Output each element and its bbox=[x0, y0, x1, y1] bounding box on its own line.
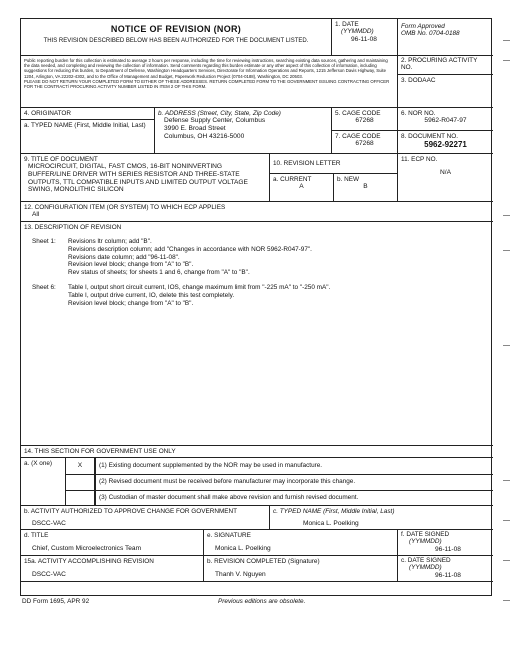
revletter-label: 10. REVISION LETTER bbox=[273, 160, 341, 167]
originator-label: 4. ORIGINATOR bbox=[24, 110, 71, 117]
current-revision-field[interactable] bbox=[269, 173, 333, 201]
signature-value: Monica L. Poelking bbox=[215, 545, 271, 553]
burden-text: Public reporting burden for this collection is estimated to average 2 hours per response, including the time for reviewing instructions, searching existing data sources, gathering and maintaining the data needed, and completing and reviewing the collection of information. Send comments regarding this burden estimate or any other aspect of this collection of information, including suggestions for reducing this burden, to Department of Defense, Washington Headquarters Services, Directorate for Information Operations and Reports, 1215 Jefferson Davis Highway, Suite 1204, Arlington, VA 22202-4302, and to the Office of Management and Budget, Paperwork Reduction Project (0704-0188), Washington, DC 20503. bbox=[24, 58, 388, 79]
new-label: b. NEW bbox=[337, 176, 360, 183]
cage7-value: 67268 bbox=[355, 140, 374, 148]
sheet1-line: Revisions description column; add "Changes in accordance with NOR 5962-R047-97". bbox=[68, 246, 312, 253]
current-value: A bbox=[299, 183, 304, 191]
scan-mark bbox=[503, 40, 510, 41]
option-2[interactable] bbox=[95, 474, 493, 490]
address-line-2: 3990 E. Broad Street bbox=[164, 125, 226, 132]
revcompleted-label: b. REVISION COMPLETED (Signature) bbox=[207, 558, 320, 565]
sheet6-block bbox=[24, 284, 490, 307]
nor-label: 6. NOR NO. bbox=[401, 110, 436, 117]
sheet6-line: Table I, output drive current, IO, delete this test completely. bbox=[68, 291, 235, 299]
accomplish-value: DSCC-VAC bbox=[32, 571, 66, 579]
date-signed-format: (YYMMDD) bbox=[409, 538, 442, 546]
signature-label: e. SIGNATURE bbox=[207, 532, 251, 539]
form-approved-label: Form Approved bbox=[401, 23, 445, 30]
date-signed-label: f. DATE SIGNED bbox=[401, 531, 450, 538]
sheet6-line: Table I, output short circuit current, IOS, change maximum limit from "-225 mA" to "-250 mA". bbox=[68, 284, 331, 292]
approver-typed-name-field[interactable] bbox=[269, 505, 493, 529]
nor-value: 5962-R047-97 bbox=[424, 117, 467, 125]
title-doc-label: 9. TITLE OF DOCUMENT bbox=[24, 156, 98, 163]
config-label: 12. CONFIGURATION ITEM (OR SYSTEM) TO WHICH ECP APPLIES bbox=[24, 204, 226, 211]
option-2-text: (2) Revised document must be received before manufacturer may incorporate this change. bbox=[99, 478, 356, 485]
configuration-item-field[interactable] bbox=[21, 201, 493, 221]
nor-form bbox=[20, 18, 492, 596]
typed-name-field[interactable] bbox=[21, 119, 154, 153]
x-one-label: a. (X one) bbox=[24, 460, 53, 467]
form-title: NOTICE OF REVISION (NOR) bbox=[110, 24, 242, 34]
document-number-field[interactable] bbox=[397, 130, 493, 153]
obsolete-note: Previous editions are obsolete. bbox=[218, 598, 306, 605]
docno-label: 8. DOCUMENT NO. bbox=[401, 133, 459, 140]
activity-label: b. ACTIVITY AUTHORIZED TO APPROVE CHANGE FOR GOVERNMENT bbox=[24, 508, 238, 515]
dodaac-field[interactable] bbox=[397, 74, 493, 107]
scan-mark bbox=[503, 60, 510, 61]
procuring-label: 2. PROCURING ACTIVITY NO. bbox=[401, 57, 478, 72]
date-signed-field[interactable] bbox=[397, 529, 493, 555]
procuring-activity-field[interactable] bbox=[397, 55, 493, 74]
address-line-1: Defense Supply Center, Columbus bbox=[164, 117, 266, 125]
government-section-header bbox=[21, 445, 493, 457]
scan-mark bbox=[503, 215, 510, 216]
date-signed-value: 96-11-08 bbox=[435, 545, 461, 553]
current-label: a. CURRENT bbox=[273, 176, 312, 183]
scan-mark bbox=[503, 560, 510, 561]
scan-mark bbox=[503, 600, 510, 601]
date-format: (YYMMDD) bbox=[341, 28, 374, 36]
ecp-value: N/A bbox=[440, 169, 451, 177]
revision-completed-field[interactable] bbox=[203, 555, 397, 581]
originator-field bbox=[21, 107, 154, 119]
revcompleted-value: Thanh V. Nguyen bbox=[215, 571, 266, 579]
scan-mark bbox=[503, 480, 510, 481]
scan-mark bbox=[503, 520, 510, 521]
date-signed-2-value: 96-11-08 bbox=[435, 571, 461, 579]
form-id: DD Form 1695, APR 92 bbox=[22, 598, 90, 605]
sheet1-line: Revisions date column; add "96-11-08". bbox=[68, 253, 180, 261]
date-field bbox=[331, 19, 397, 55]
docno-value: 5962-92271 bbox=[424, 140, 467, 150]
title-doc-line-1: MICROCIRCUIT, DIGITAL, FAST CMOS, 16-BIT NONINVERTING bbox=[28, 163, 223, 171]
typed-name-label: a. TYPED NAME (First, Middle Initial, Last) bbox=[24, 122, 146, 129]
activity-authorized-field[interactable] bbox=[21, 505, 269, 529]
date-value[interactable]: 96-11-08 bbox=[351, 35, 377, 43]
approver-typed-value: Monica L. Poelking bbox=[303, 520, 359, 528]
approver-typed-label: c. TYPED NAME (First, Middle Initial, Last) bbox=[273, 508, 395, 515]
date-signed-2-format: (YYMMDD) bbox=[409, 564, 442, 572]
sheet6-line: Revision level block; change from "A" to "B". bbox=[68, 299, 194, 307]
ecp-number-field[interactable] bbox=[397, 153, 493, 201]
scan-mark bbox=[503, 345, 510, 346]
title-doc-line-2: BUFFER/LINE DRIVER WITH SERIES RESISTOR AND THREE-STATE bbox=[28, 171, 240, 178]
signature-field[interactable] bbox=[203, 529, 397, 555]
config-value: All bbox=[32, 211, 40, 219]
title-label: d. TITLE bbox=[24, 532, 49, 539]
address-label: b. ADDRESS (Street, City, State, Zip Code) bbox=[158, 110, 281, 117]
description-label: 13. DESCRIPTION OF REVISION bbox=[24, 224, 122, 231]
option-3[interactable] bbox=[95, 490, 493, 506]
government-options bbox=[21, 457, 493, 505]
sheet6-label: Sheet 6: bbox=[32, 284, 56, 292]
activity-value: DSCC-VAC bbox=[32, 520, 66, 528]
date-label: 1. DATE bbox=[335, 21, 359, 28]
accomplish-label: 15a. ACTIVITY ACCOMPLISHING REVISION bbox=[24, 558, 154, 565]
approver-title-field[interactable] bbox=[21, 529, 203, 555]
ecp-label: 11. ECP NO. bbox=[401, 156, 438, 163]
burden-statement bbox=[21, 55, 397, 107]
title-value: Chief, Custom Microelectronics Team bbox=[32, 545, 142, 553]
new-value: B bbox=[363, 183, 368, 191]
title-doc-line-3: OUTPUTS, TTL COMPATIBLE INPUTS AND LIMITED OUTPUT VOLTAGE bbox=[28, 178, 248, 186]
option-1-text: (1) Existing document supplemented by the NOR may be used in manufacture. bbox=[99, 462, 323, 469]
option-1-checkmark[interactable]: X bbox=[77, 462, 83, 469]
omb-number: OMB No. 0704-0188 bbox=[401, 30, 460, 38]
sheet6-lines bbox=[68, 284, 490, 307]
sheet1-lines bbox=[68, 238, 490, 276]
accomplishing-activity-field[interactable] bbox=[21, 555, 203, 581]
cage-code-7-field[interactable] bbox=[331, 130, 397, 153]
sheet1-line: Revisions ltr column; add "B". bbox=[68, 238, 152, 246]
form-approved bbox=[397, 19, 493, 55]
sheet1-line: Revision level block; change from "A" to "B". bbox=[68, 261, 194, 269]
description-of-revision[interactable] bbox=[21, 221, 493, 445]
address-field[interactable] bbox=[154, 107, 331, 153]
cage7-label: 7. CAGE CODE bbox=[335, 133, 381, 140]
scan-mark bbox=[503, 250, 510, 251]
new-revision-field[interactable] bbox=[333, 173, 397, 201]
form-bottom-border bbox=[21, 581, 493, 597]
government-label: 14. THIS SECTION FOR GOVERNMENT USE ONLY bbox=[24, 448, 176, 455]
nor-number-field[interactable] bbox=[397, 107, 493, 130]
title-doc-line-4: SWING, MONOLITHIC SILICON bbox=[28, 186, 124, 194]
form-header bbox=[21, 19, 331, 55]
revision-letter-field bbox=[269, 153, 397, 173]
option-1[interactable] bbox=[95, 458, 493, 474]
form-subtitle: THIS REVISION DESCRIBED BELOW HAS BEEN AUTHORIZED FOR THE DOCUMENT LISTED. bbox=[43, 38, 309, 44]
date-signed-2-label: c. DATE SIGNED bbox=[401, 557, 451, 564]
cage-code-5-field[interactable] bbox=[331, 107, 397, 130]
cage5-label: 5. CAGE CODE bbox=[335, 110, 381, 117]
cage5-value: 67268 bbox=[355, 117, 374, 125]
address-line-3: Columbus, OH 43216-5000 bbox=[164, 132, 245, 140]
sheet1-line: Rev status of sheets; for sheets 1 and 6, change from "A" to "B". bbox=[68, 268, 250, 276]
dodaac-label: 3. DODAAC bbox=[401, 77, 436, 84]
sheet1-label: Sheet 1: bbox=[32, 238, 56, 246]
option-3-text: (3) Custodian of master document shall make above revision and furnish revised document. bbox=[99, 494, 359, 501]
return-notice: PLEASE DO NOT RETURN YOUR COMPLETED FORM TO EITHER OF THESE ADDRESSES. RETURN COMPLETED FORM TO THE GOVERNMENT ISSUING CONTRACTING OFFICER FOR THE CONTRACT/ PROCURING ACTIVITY NUMBER LISTED IN ITEM 2 OF THIS FORM. bbox=[24, 78, 390, 90]
sheet1-block bbox=[24, 238, 490, 276]
title-of-document-field[interactable] bbox=[21, 153, 269, 201]
date-signed-2-field[interactable] bbox=[397, 555, 493, 581]
